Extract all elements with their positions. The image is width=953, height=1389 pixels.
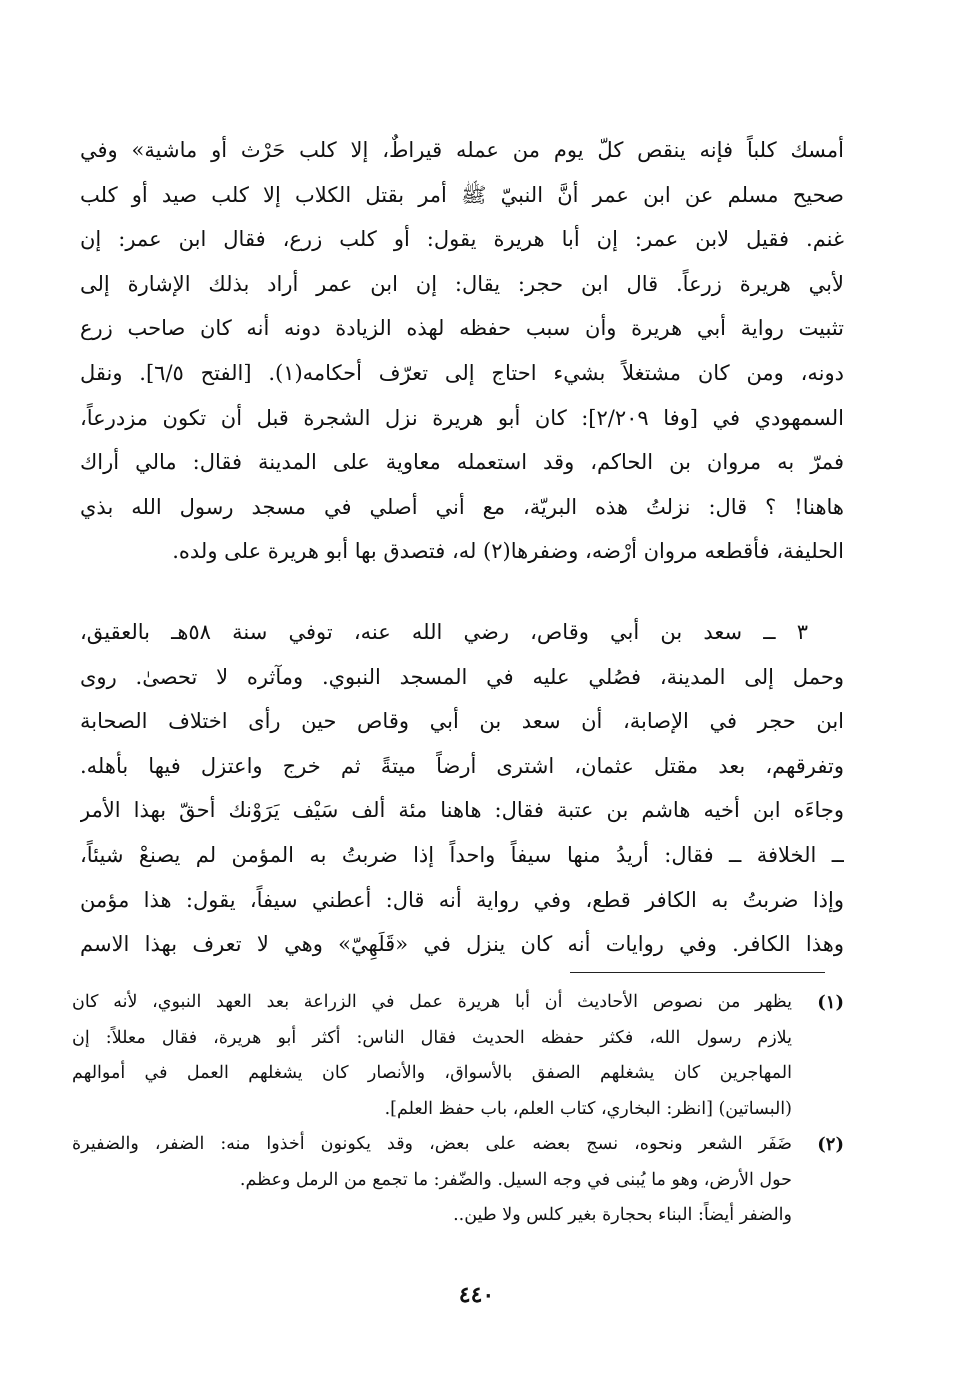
text-line: لأبي هريرة زرعاً. قال ابن حجر: يقال: إن ابن عمر أراد بذلك الإشارة إلى (80, 271, 844, 296)
footnote-number: (٢) (817, 1134, 844, 1155)
text-line: تثبيت رواية أبي هريرة وأن سبب حفظه لهذه الزيادة دونه أنه كان صاحب زرع (80, 316, 844, 341)
footnote-line: (البساتين) [انظر: البخاري، كتاب العلم، باب حفظ العلم]. (384, 1098, 792, 1119)
text-line: وتفرقهم، بعد مقتل عثمان، اشترى أرضاً ميتةً ثم خرج واعتزل فيها بأهله. (80, 753, 844, 778)
footnotes (72, 985, 844, 1234)
footnote-line: ضَفَر الشعر ونحوه، نسج بعضه على بعض، وقد يكونون أخذوا منه: الضفر، والضفيرة (72, 1134, 792, 1154)
text-line: صحيح مسلم عن ابن عمر أنَّ النبيّ ﷺ أمر بقتل الكلاب إلا كلب صيد أو كلب (80, 182, 844, 207)
text-line: السمهودي في [وفا ٢/٢٠٩]: كان أبو هريرة نزل الشجرة قبل أن تكون مزدرعاً، (80, 405, 844, 430)
text-line: ٣ ــ سعد بن أبي وقاص، رضي الله عنه، توفي سنة ٥٨هـ بالعقيق، (80, 619, 808, 644)
paragraph-2 (80, 610, 844, 967)
main-text (80, 128, 844, 967)
footnote-line: يلازم رسول الله، فكثر حفظه الحديث فقال الناس: أكثر أبو هريرة، فقال معللاً: إن (72, 1027, 792, 1048)
footnote-number: (١) (817, 992, 844, 1013)
text-line: وجاءَه ابن أخيه هاشم بن عتبة فقال: هاهنا مئة ألف سَيْف يَرَوْنك أحقّ بهذا الأمر (80, 798, 844, 823)
text-line: وحمل إلى المدينة، فصُلي عليه في المسجد النبوي. ومآثره لا تحصىٰ. روى (80, 664, 844, 689)
text-line: غنم. فقيل لابن عمر: إن أبا هريرة يقول: أو كلب زرع، فقال ابن عمر: إن (80, 227, 844, 252)
text-line: وإذا ضربتُ به الكافر قطع، وفي رواية أنه قال: أعطني سيفاً، يقول: هذا مؤمن (80, 887, 844, 912)
text-line: دونه، ومن كان مشتغلاً بشيء احتاج إلى تعرّف أحكامه(١). [الفتح ٦/٥]. ونقل (80, 360, 844, 385)
text-line: هاهنا! ؟ قال: نزلتُ هذه البريّة، مع أني أصلي في مسجد رسول الله بذي (80, 494, 844, 519)
footnote-line: يظهر من نصوص الأحاديث أن أبا هريرة عمل في الزراعة بعد العهد النبوي، لأنه كان (72, 992, 792, 1012)
paragraph-gap (80, 574, 844, 610)
footnote-line: والضفر أيضاً: البناء بحجارة بغير كلس ولا طين.. (453, 1205, 792, 1225)
footnote-separator (570, 972, 825, 973)
footnote-2 (72, 1127, 844, 1234)
text-line: الحليفة، فأقطعه مروان أرْضه، وضفرها(٢) له، فتصدق بها أبو هريرة على ولده. (172, 539, 844, 564)
paragraph-1 (80, 128, 844, 574)
text-line: فمرّ به مروان بن الحاكم، وقد استعمله معاوية على المدينة فقال: مالي أراك (80, 450, 844, 475)
text-line: ــ الخلافة ــ فقال: أريدُ منها سيفاً واحداً إذا ضربتُ به المؤمن لم يصنعْ شيئاً، (80, 842, 844, 867)
footnote-line: المهاجرين كان يشغلهم الصفق بالأسواق، والأنصار كان يشغلهم العمل في أموالهم (72, 1063, 792, 1083)
page-number: ٤٤٠ (458, 1282, 495, 1308)
text-line: أمسك كلباً فإنه ينقص كلّ يوم من عمله قيراطٌ، إلا كلب حَرْث أو ماشية» وفي (80, 138, 844, 162)
text-line: ابن حجر في الإصابة، أن سعد بن أبي وقاص حين رأى اختلاف الصحابة (80, 709, 844, 734)
footnote-1 (72, 985, 844, 1127)
footnote-line: حول الأرض، وهو ما يُبنى في وجه السيل. والضّفر: ما تجمع من الرمل وعظم. (239, 1169, 792, 1190)
text-line: وهذا الكافر. وفي روايات أنه كان ينزل في «قَلَهِيّ» وهي لا تعرف بهذا الاسم (80, 932, 844, 957)
